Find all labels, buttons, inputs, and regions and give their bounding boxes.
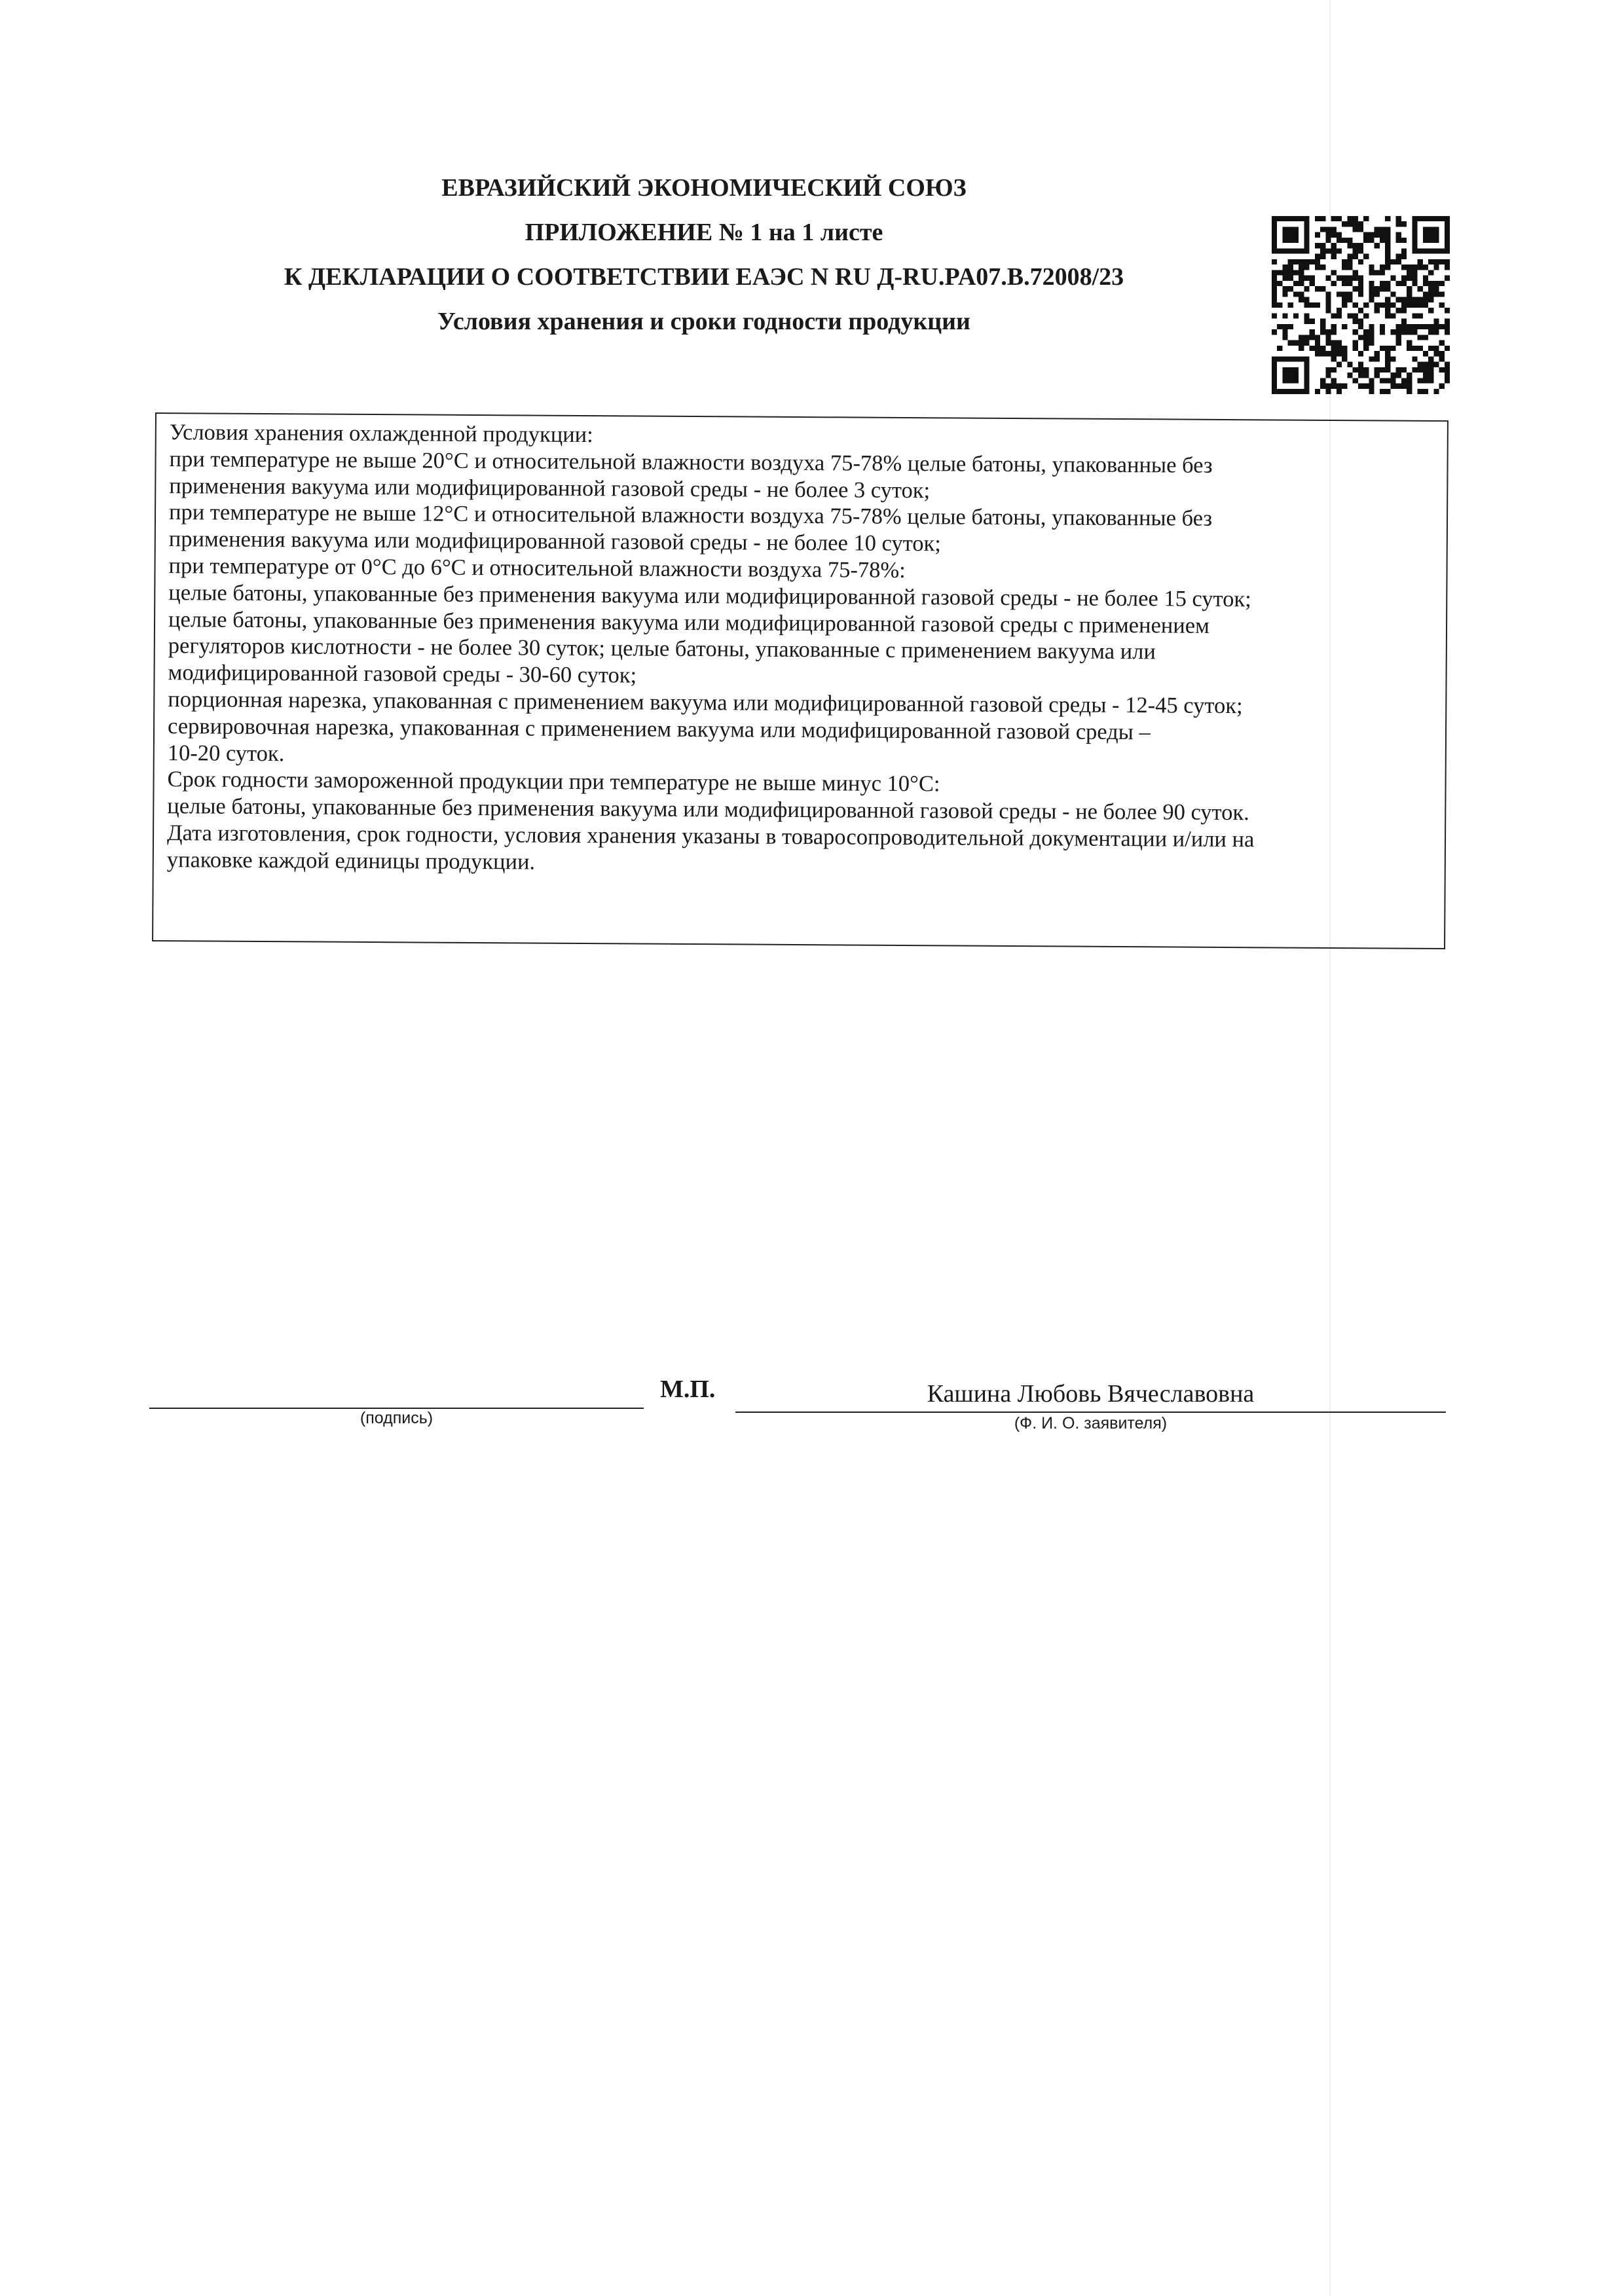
conditions-line: порционная нарезка, упакованная с применением вакуума или модифицированной газовой среды - 12-45 суток; — [168, 687, 1243, 719]
header-declaration-number: К ДЕКЛАРАЦИИ О СООТВЕТСТВИИ ЕАЭС N RU Д-RU.PA07.B.72008/23 — [284, 263, 1124, 291]
conditions-line: регуляторов кислотности - не более 30 суток; целые батоны, упакованные с применением вакуума или — [168, 633, 1156, 665]
conditions-line: 10-20 суток. — [167, 740, 285, 766]
stamp-place-label: М.П. — [660, 1376, 716, 1403]
qr-code-icon — [1272, 216, 1450, 394]
conditions-line: упаковке каждой единицы продукции. — [166, 847, 536, 875]
applicant-caption: (Ф. И. О. заявителя) — [1014, 1414, 1168, 1432]
conditions-line: применения вакуума или модифицированной газовой среды - не более 10 суток; — [168, 526, 942, 556]
conditions-line: при температуре не выше 20°С и относительной влажности воздуха 75-78% целые батоны, упакованные без — [169, 446, 1213, 478]
signature-caption: (подпись) — [360, 1409, 434, 1427]
header-section-title: Условия хранения и сроки годности продукции — [437, 308, 970, 335]
conditions-line: модифицированной газовой среды - 30-60 суток; — [168, 660, 637, 688]
applicant-name: Кашина Любовь Вячеславовна — [927, 1380, 1255, 1408]
document-header — [157, 172, 1251, 350]
header-appendix-title: ПРИЛОЖЕНИЕ № 1 на 1 листе — [525, 219, 883, 246]
applicant-name-line — [735, 1412, 1446, 1413]
conditions-line: применения вакуума или модифицированной газовой среды - не более 3 суток; — [169, 473, 931, 503]
conditions-line: Условия хранения охлажденной продукции: — [169, 420, 593, 448]
conditions-line: целые батоны, упакованные без применения вакуума или модифицированной газовой среды - не более 15 суток; — [168, 579, 1251, 612]
conditions-line: сервировочная нарезка, упакованная с применением вакуума или модифицированной газовой среды – — [167, 713, 1151, 745]
conditions-line: целые батоны, упакованные без применения вакуума или модифицированной газовой среды с применением — [168, 606, 1210, 638]
conditions-line: Дата изготовления, срок годности, условия хранения указаны в товаросопроводительной документации и/или на — [166, 820, 1255, 852]
conditions-line: целые батоны, упакованные без применения вакуума или модифицированной газовой среды - не более 90 суток. — [167, 793, 1250, 826]
conditions-line: при температуре от 0°С до 6°С и относительной влажности воздуха 75-78%: — [168, 553, 906, 583]
conditions-line: при температуре не выше 12°С и относительной влажности воздуха 75-78% целые батоны, упакованные без — [168, 500, 1213, 532]
storage-conditions-box — [152, 412, 1449, 949]
conditions-line: Срок годности замороженной продукции при температуре не выше минус 10°С: — [167, 767, 940, 797]
header-union-title: ЕВРАЗИЙСКИЙ ЭКОНОМИЧЕСКИЙ СОЮЗ — [441, 174, 967, 202]
signature-block — [149, 1375, 1446, 1434]
